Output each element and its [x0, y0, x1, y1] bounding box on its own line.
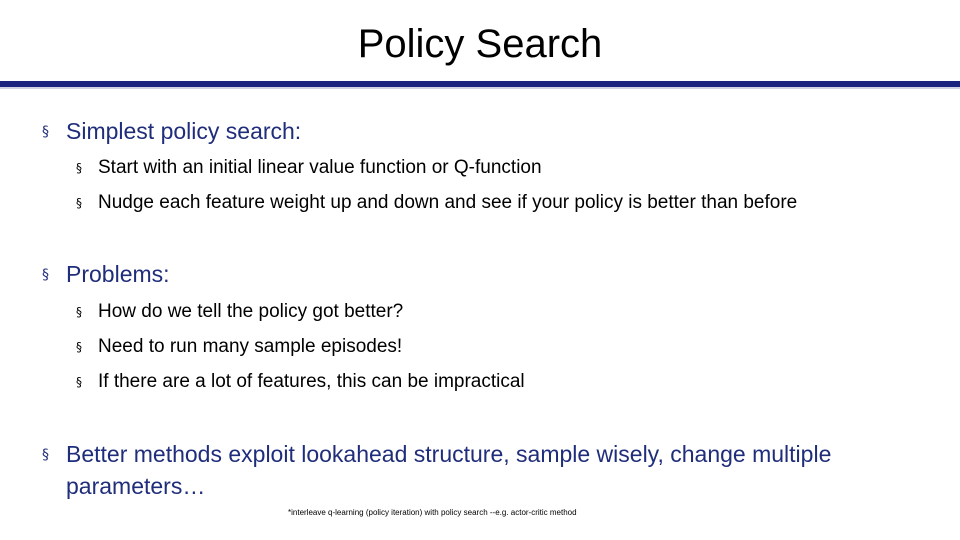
bullet-text: Nudge each feature weight up and down and see if your policy is better than before: [98, 192, 798, 213]
bullet-marker: §: [42, 447, 49, 463]
bullet-marker: §: [76, 305, 82, 319]
bullet-text: If there are a lot of features, this can be impractical: [98, 371, 525, 392]
bullet-simplest-policy-search: [42, 115, 922, 147]
bullet-marker: §: [42, 124, 49, 140]
bullet-text: Need to run many sample episodes!: [98, 336, 403, 357]
bullet-problems: [42, 258, 922, 290]
sub-bullet-sample-episodes: [76, 333, 936, 361]
sub-bullet-policy-better: [76, 298, 936, 326]
bullet-marker: §: [76, 196, 82, 210]
title-divider-shadow: [0, 87, 960, 89]
bullet-marker: §: [76, 340, 82, 354]
bullet-text: Start with an initial linear value function or Q-function: [98, 157, 542, 178]
bullet-marker: §: [76, 375, 82, 389]
sub-bullet-many-features: [76, 368, 936, 396]
bullet-text: How do we tell the policy got better?: [98, 301, 404, 322]
slide-title: Policy Search: [357, 22, 603, 66]
sub-bullet-nudge-weights: [76, 189, 936, 217]
bullet-marker: §: [76, 161, 82, 175]
footnote: *interleave q-learning (policy iteration) with policy search --e.g. actor-critic method: [288, 508, 577, 517]
bullet-marker: §: [42, 267, 49, 283]
sub-bullet-initial-function: [76, 154, 936, 182]
bullet-text: Better methods exploit lookahead structure, sample wisely, change multiple parameters…: [66, 441, 832, 499]
bullet-text: Problems:: [66, 261, 170, 287]
bullet-text: Simplest policy search:: [66, 118, 302, 144]
bullet-better-methods: [42, 438, 842, 502]
